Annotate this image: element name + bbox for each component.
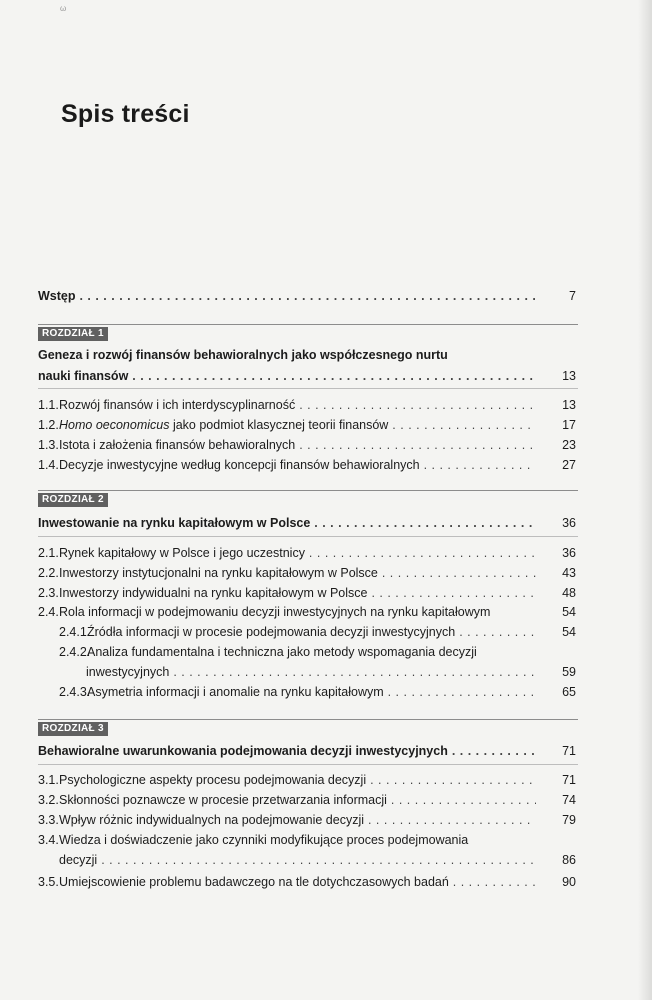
toc-entry-subsection[interactable]: [59, 642, 578, 662]
section-title: inwestycyjnych . . .: [86, 662, 536, 682]
section-title: Inwestorzy instytucjonalni na rynku kapitałowym w Polsce: [59, 566, 378, 580]
toc-entry-section[interactable]: [38, 395, 578, 415]
section-title: Decyzje inwestycyjne według koncepcji finansów behawioralnych: [59, 458, 420, 472]
toc-entry-chapter-1[interactable]: [38, 366, 578, 386]
page-title: Spis treści: [61, 100, 190, 128]
toc-entry-title: Inwestowanie na rynku kapitałowym w Polsce . . .: [38, 513, 536, 533]
section-title: Istota i założenia finansów behawioralnych: [59, 438, 296, 452]
toc-page-number: 59: [562, 665, 576, 679]
section-title: Wiedza i doświadczenie jako czynniki modyfikujące proces podejmowania: [59, 833, 469, 847]
section-number: 1.1.: [38, 398, 59, 412]
chapter-divider: [38, 490, 578, 491]
toc-page-number: 86: [562, 853, 576, 867]
section-number: 2.3.: [38, 586, 59, 600]
section-number: 2.1.: [38, 546, 59, 560]
toc-page-number: 27: [562, 458, 576, 472]
chapter-badge: ROZDZIAŁ 3: [38, 722, 108, 736]
section-title: Rola informacji w podejmowaniu decyzji inwestycyjnych na rynku kapitałowym: [59, 605, 491, 619]
toc-entry-section[interactable]: [38, 830, 578, 850]
chapter-title-rule: [38, 764, 578, 765]
section-number: 2.4.1.: [59, 625, 91, 639]
toc-entry-section[interactable]: [38, 563, 578, 583]
toc-page-number: 90: [562, 875, 576, 889]
chapter-title-rule: [38, 536, 578, 537]
section-title-italic: Homo oeconomicus: [59, 418, 170, 432]
chapter-title-rule: [38, 388, 578, 389]
top-printer-mark: ω: [60, 4, 67, 13]
toc-entry-section[interactable]: [38, 790, 578, 810]
toc-entry-subsection-cont[interactable]: [86, 662, 578, 682]
toc-entry-chapter-3[interactable]: [38, 741, 578, 761]
section-number: 2.4.: [38, 605, 59, 619]
toc-page-number: 65: [562, 685, 576, 699]
toc-entry-section-cont[interactable]: [59, 850, 578, 870]
toc-entry-section[interactable]: [38, 872, 578, 892]
section-title: Rynek kapitałowy w Polsce i jego uczestnicy: [59, 546, 305, 560]
chapter-divider: [38, 324, 578, 325]
toc-entry-subsection[interactable]: [59, 682, 578, 702]
section-number: 3.4.: [38, 833, 59, 847]
toc-page-number: 36: [562, 546, 576, 560]
toc-entry-section[interactable]: [38, 543, 578, 563]
toc-entry-chapter-2[interactable]: [38, 513, 578, 533]
chapter-title-line[interactable]: Geneza i rozwój finansów behawioralnych jako współczesnego nurtu: [38, 348, 448, 362]
section-number: 2.4.2.: [59, 645, 91, 659]
chapter-divider: [38, 719, 578, 720]
toc-page-number: 17: [562, 418, 576, 432]
toc-entry-section[interactable]: [38, 810, 578, 830]
toc-page-number: 71: [562, 773, 576, 787]
section-number: 1.3.: [38, 438, 59, 452]
toc-page-number: 74: [562, 793, 576, 807]
toc-entry-title: Behawioralne uwarunkowania podejmowania decyzji inwestycyjnych . . .: [38, 741, 536, 761]
toc-page-number: 36: [562, 516, 576, 530]
toc-page-number: 7: [569, 289, 576, 303]
section-number: 1.2.: [38, 418, 59, 432]
toc-entry-section[interactable]: [38, 455, 578, 475]
toc-page-number: 54: [562, 605, 576, 619]
section-title: Psychologiczne aspekty procesu podejmowania decyzji: [59, 773, 367, 787]
toc-entry-intro[interactable]: [38, 286, 578, 306]
section-number: 2.2.: [38, 566, 59, 580]
section-title: Źródła informacji w procesie podejmowania decyzji inwestycyjnych: [87, 625, 456, 639]
toc-page-number: 23: [562, 438, 576, 452]
section-number: 3.2.: [38, 793, 59, 807]
chapter-badge: ROZDZIAŁ 1: [38, 327, 108, 341]
section-title: Skłonności poznawcze w procesie przetwarzania informacji: [59, 793, 387, 807]
toc-entry-section[interactable]: [38, 435, 578, 455]
toc-page-number: 71: [562, 744, 576, 758]
toc-entry-title: nauki finansów . . .: [38, 366, 536, 386]
section-title: Asymetria informacji i anomalie na rynku kapitałowym: [87, 685, 384, 699]
section-number: 3.1.: [38, 773, 59, 787]
toc-page-number: 48: [562, 586, 576, 600]
toc-page-number: 54: [562, 625, 576, 639]
toc-entry-section[interactable]: [38, 602, 578, 622]
toc-page-number: 43: [562, 566, 576, 580]
chapter-badge: ROZDZIAŁ 2: [38, 493, 108, 507]
section-title: Inwestorzy indywidualni na rynku kapitałowym w Polsce: [59, 586, 368, 600]
toc-page-number: 13: [562, 398, 576, 412]
section-number: 2.4.3.: [59, 685, 91, 699]
section-title: Rozwój finansów i ich interdyscyplinarność: [59, 398, 296, 412]
toc-entry-section[interactable]: [38, 415, 578, 435]
section-number: 3.3.: [38, 813, 59, 827]
toc-entry-section[interactable]: [38, 770, 578, 790]
toc-entry-section[interactable]: [38, 583, 578, 603]
section-title: decyzji . . .: [59, 850, 536, 870]
section-title: jako podmiot klasycznej teorii finansów: [169, 418, 389, 432]
toc-page-number: 13: [562, 369, 576, 383]
toc-entry-title: Wstęp . . .: [38, 286, 536, 306]
section-title: Analiza fundamentalna i techniczna jako metody wspomagania decyzji: [87, 645, 477, 659]
section-number: 3.5.: [38, 875, 59, 889]
page-edge-shadow: [638, 0, 652, 1000]
toc-entry-subsection[interactable]: [59, 622, 578, 642]
section-title: Wpływ różnic indywidualnych na podejmowanie decyzji: [59, 813, 365, 827]
section-title: Umiejscowienie problemu badawczego na tle dotychczasowych badań: [59, 875, 449, 889]
toc-page-number: 79: [562, 813, 576, 827]
section-number: 1.4.: [38, 458, 59, 472]
